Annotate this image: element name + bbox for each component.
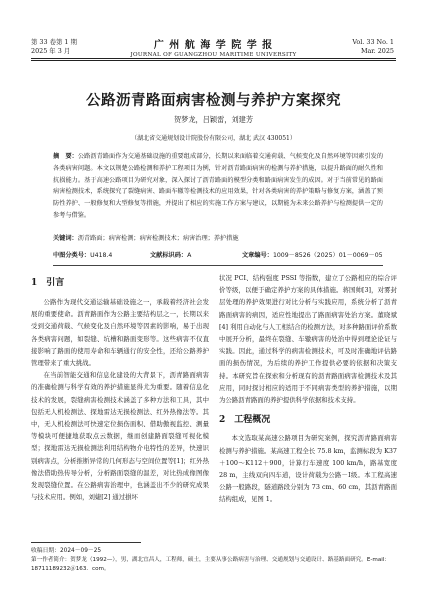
article-id — [242, 250, 383, 259]
paragraph: 状况 PCI、结构强度 PSSI 等指数，建立了公路相应的综合评价等级，以便于确定养护方案的具体措施。蒋国帅[3]，对雾封层处理的养护效果进行对比分析与实践应用，系统分析了沥青路面病害的病因，适应性地提出了路面病害处治方案。董晓斌[4] 利用自动化与人工相结合的检测方法，对多种路面评价系数中展开分析，最终在裂缝、车辙病害的处治中得到理论论证与实践。因此，通过科学的病害检测技术，可及时准确地评估路面的损伤情况，为后续的养护工作提供必要的依据和决策支持。本研究旨在探索和分析现有的沥青路面病害检测技术及其应用，同时探讨相应的适用于不同病害类型的养护措施，以期为公路沥青路面的养护提供科学依据和技术支持。 — [219, 274, 397, 405]
received-date: 收稿日期：2024－09－25 — [31, 548, 102, 554]
paper-title: 公路沥青路面病害检测与养护方案探究 — [86, 92, 341, 109]
journal-name-en: JOURNAL OF GUANGZHOU MARITIME UNIVERSITY — [130, 52, 297, 58]
clc-label: 中图分类号： — [53, 252, 91, 259]
paragraph: 在当前智能交通和信息化建设的大背景下，沥青路面病害的准确检测与科学有效的养护措施显得尤为重要。随着信息化技术的发展，裂缝病害检测技术涵盖了多种方法和工具，其中包括无人机检测法、探地雷达无损检测法、红外热像法等。其中，无人机检测法可快速定位损伤面积、借助傲视监控、测量等模块可便捷地获取点云数据，继而创建路面裂缝可视化模型；探地雷达无损检测法利用结构物介电特性的差异，快速识别病害点，分析推断异常的几何形态与空间位置等[1]；红外热像法借助热传导分析，分析路面裂缝的温差，对比热成像图像发现裂缝位置。在公路病害治理中，也涵盖出不少的研究成果与技术应用。例如，刘婕[2] 通过損坏 — [31, 371, 209, 502]
paragraph: 公路作为现代交通运输基础设施之一，承载着经济社会发展的重要使命。沥青路面作为公路主要结构层之一，长期以来受到交通荷载、气候变化及自然环境等因素的影响，易于出现各类病害问题，如裂缝、坑槽和路面变形等。这些病害不仅直接影响了路面的使用寿命和车辆通行的安全性，还给公路养护管理带来了重大挑战。 — [31, 298, 209, 368]
header-rule-2 — [31, 60, 396, 61]
affiliation: （湖北省交通规划设计院股份有限公司，湖北 武汉 430051） — [131, 135, 296, 142]
doc-label: 文献标识码： — [150, 252, 188, 259]
author-list: 贺梦龙，吕颖雷，刘建芳 — [173, 115, 254, 124]
header-rule — [31, 58, 396, 59]
date-en: Mar. 2025 — [360, 47, 394, 55]
keywords-text: 沥青路面；病害检测；病害检测技术；病害治理；养护措施 — [77, 235, 239, 242]
date-cn: 2025 年 3 月 — [31, 47, 71, 55]
section-1-heading: 1 引言 — [31, 278, 65, 288]
abstract — [53, 151, 383, 222]
abstract-rule — [53, 265, 383, 266]
clc-value: U418.4 — [90, 252, 113, 259]
doc-code — [150, 250, 191, 259]
volume-cn: 第 33 卷第 1 期 — [31, 38, 77, 46]
volume-en: Vol. 33 No. 1 — [352, 38, 394, 46]
keywords — [53, 233, 383, 245]
doc-value: A — [187, 252, 192, 259]
keywords-label: 关键词： — [53, 235, 78, 242]
author-bio: 第一作者简介：贺梦龙（1992—），男，湖北宜昌人，工程师，硕士，主要从事公路病害与治理、交通规划与交通设计、路基路面研究。E-mail：18711189232＠163．com。 — [31, 557, 391, 572]
left-column — [31, 296, 209, 503]
header-right — [352, 38, 394, 56]
right-column — [219, 272, 397, 506]
article-id-label: 文章编号： — [242, 252, 273, 259]
abstract-text: 公路沥青路面作为交通基础设施的重要组成部分，长期以来面临着交通荷载、气候变化及自然环境等因素引发的各类病害问题。本文以荆楚公路检测和养护工程项目为例，针对沥青路面病害的检测与养护措施，以提升路面的耐久性和抗损能力。基于高速公路项目为研究对象，深入探讨了沥青路面的模型分类和路面病害发生的成因。对于当前常见的路面病害检测技术，系统探究了裂缝病害、路面车辙等检测技术的应用效果，针对各类病害的养护策略与修复方案，涵盖了预防性养护、一般修复和大型修复等措施，并提出了相应的实施工作方案与建议，以期能为未来公路养护与检测提供一定的参考与借鉴。 — [53, 153, 384, 219]
footnote-rule — [31, 542, 141, 543]
clc-number — [53, 250, 112, 259]
article-id-value: 1009－8526（2025）01－0069－05 — [272, 252, 383, 259]
paragraph: 本文选取某高速公路项目为研究案例，探究沥青路面病害检测与养护措施。某高速工程全长 75.8 km，监测标段为 K37＋100～K112＋900，计算行车速度 100 km/h，路基宽度 28 m，主线双向四车道，设计荷载为公路－Ⅰ级。本工程高速公路一般路段，隧道路段分别为 73 cm、60 cm，其沥青路面结构组成，见图 1。 — [219, 434, 397, 504]
section-2-heading: 2 工程概况 — [219, 415, 271, 426]
journal-name-cn: 广 州 航 海 学 院 学 报 — [153, 40, 274, 51]
abstract-label: 摘 要： — [53, 153, 78, 160]
